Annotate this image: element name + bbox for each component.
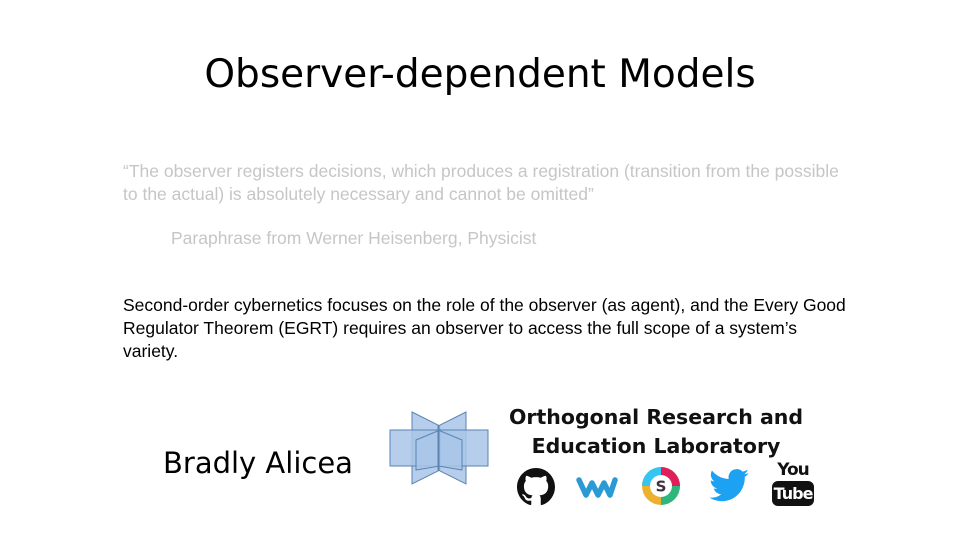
quote-attribution: Paraphrase from Werner Heisenberg, Physicist [171,228,537,248]
org-name-line2: Education Laboratory [531,434,781,458]
orthogonal-lab-logo-icon [386,410,492,486]
twitter-icon[interactable] [709,469,749,502]
org-name [500,403,812,461]
github-icon[interactable] [517,468,555,506]
body-paragraph: Second-order cybernetics focuses on the role of the observer (as agent), and the Every Good Regulator Theorem (EGRT) requires an observer to access the full scope of a system’s variety. [123,295,846,361]
weebly-icon[interactable] [575,474,619,500]
slack-icon[interactable] [640,465,682,507]
youtube-tube-text: Tube [772,481,814,506]
youtube-icon[interactable] [772,461,814,511]
svg-text:S: S [655,477,667,496]
author-name: Bradly Alicea [163,446,353,480]
org-name-line1: Orthogonal Research and [508,405,804,429]
heisenberg-quote: “The observer registers decisions, which produces a registration (transition from the possible to the actual) is absolutely necessary and cannot be omitted” [123,161,839,204]
slide-title: Observer-dependent Models [204,52,756,97]
youtube-you-text: You [777,460,809,480]
